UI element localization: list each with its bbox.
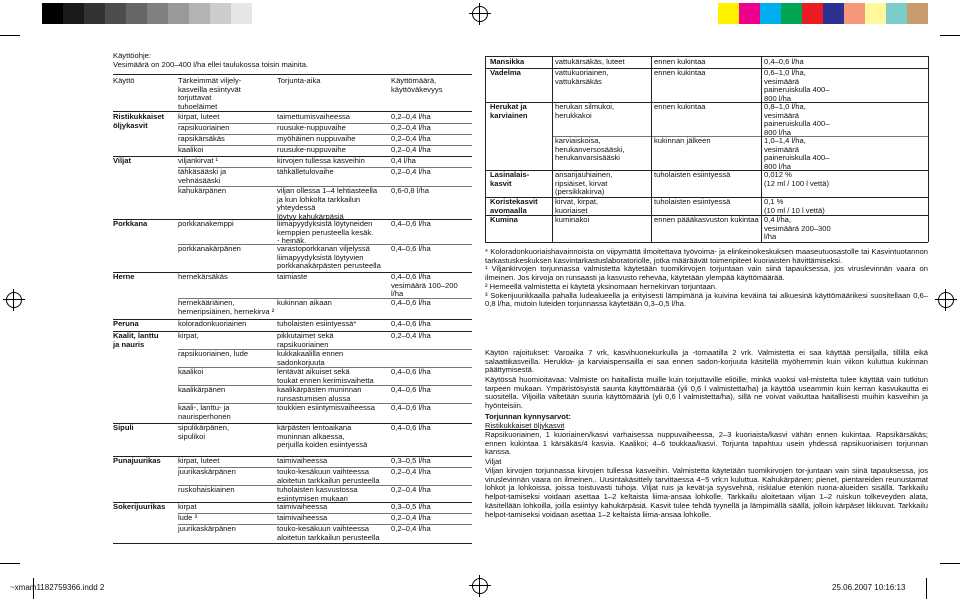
pest-name: koloradonkuoriainen: [178, 319, 247, 328]
treatment-timing: sadonkorjuuta: [277, 357, 325, 367]
treatment-timing: taimivaiheessa: [277, 513, 328, 522]
registration-mark-right: [938, 292, 954, 308]
row-divider: [178, 524, 472, 525]
crop-name: Mansikka: [490, 57, 525, 66]
pest-name: rapsikuoriainen: [178, 123, 230, 132]
crop-mark: [940, 35, 960, 36]
note-3: ³ Sokerijuurikkaalla pahalla ludealueella ja erityisesti lämpimänä ja kuivina keväinä tai alkuesinä käyttömäärikesi suositellaan 0,6–0,8 l/ha, mutoin luteiden torjunnassa käytetään 0,3–0,5 l/ha.: [485, 290, 928, 309]
header-pests: Tärkeimmät viljely-: [178, 76, 242, 85]
dose: 0,6–1,0 l/ha,: [764, 68, 806, 77]
dose: vesimäärä 200–300: [764, 223, 831, 233]
pest-name: juurikaskärpänen: [178, 467, 236, 476]
crop-name: Viljat: [113, 156, 132, 165]
header-pests: kasveilla esiintyvät: [178, 84, 241, 94]
treatment-timing: porkkanakärpästen perusteella: [277, 261, 381, 271]
pest-name: ripsiäiset, kirvat: [555, 178, 608, 188]
viljat-title: Viljat: [485, 457, 502, 466]
dose: 0,2–0,4 l/ha: [391, 513, 431, 522]
treatment-timing: runsastumisen alussa: [277, 393, 351, 403]
row-divider: [178, 403, 472, 404]
pest-name: ruskohaiskiainen: [178, 485, 235, 494]
dose: 0,012 %: [764, 170, 792, 179]
column-divider: [651, 56, 652, 243]
pest-name: naurisperhonen: [178, 411, 231, 421]
treatment-timing: tuholaisten esiintyessä: [654, 170, 731, 179]
dose: 800 l/ha: [764, 127, 792, 137]
registration-mark-left: [6, 292, 22, 308]
crop-name: Herukat ja: [490, 102, 527, 111]
dose: 0,4–0,6 l/ha: [391, 319, 431, 328]
treatment-timing: ja kun lohkolta tarkkailun: [277, 194, 361, 204]
treatment-timing: ennen kukintaa: [654, 68, 706, 77]
treatment-timing: viljan ollessa 1–4 lehtiasteella: [277, 186, 378, 195]
header-pests: torjuttavat: [178, 93, 212, 103]
pest-name: kirvat, kirpat,: [555, 197, 599, 206]
pest-name: karviaiskoisa,: [555, 136, 601, 145]
usage-title: Käyttöohje:: [113, 51, 151, 60]
treatment-timing: toukat ennen kerimisvaihetta: [277, 375, 374, 385]
pest-name: herukkakoi: [555, 110, 592, 120]
dose: vesimäärä: [764, 144, 800, 154]
dose: 0,4–0,6 l/ha: [764, 57, 804, 66]
pest-name: kaalikoi: [178, 367, 204, 376]
row-divider: [178, 349, 472, 350]
row-divider: [113, 423, 472, 424]
treatment-timing: ennen kukintaa: [654, 102, 706, 111]
row-divider: [113, 319, 472, 320]
dose: 0,3–0,5 l/ha: [391, 456, 431, 465]
dose: 1,0–1,4 l/ha,: [764, 136, 806, 145]
row-divider: [178, 467, 472, 468]
dose: 0,4–0,6 l/ha: [391, 403, 431, 412]
row-divider: [113, 272, 472, 273]
pest-name: lude ³: [178, 513, 197, 522]
crop-name: avomaalla: [490, 205, 527, 215]
treatment-timing: touko-kesäkuun vaihteessa: [277, 524, 370, 533]
treatment-timing: tuholaisten esiintyessä: [654, 197, 731, 206]
pest-name: (persikkakirva): [555, 187, 605, 197]
color-bar: [718, 3, 928, 24]
dose: paineruiskulla 400–: [764, 85, 830, 95]
notes-block: [485, 248, 928, 309]
pest-name: vattukärsäkäs, luteet: [555, 57, 625, 66]
note-star: * Koloradonkuoriaishavainnoista on viipymättä ilmoitettava työvoima- ja elinkeinokeskuksen maaseutuosastolle tai Kasvintuotannon tarkastuskeskuksen kasvintarkastuslaboratoriolle, jotka määräävät toimenpiteet kuoriaisten hävittämiseksi.: [485, 247, 928, 265]
row-divider: [178, 385, 472, 386]
row-divider: [178, 134, 472, 135]
grayscale-bar: [42, 3, 252, 24]
crop-name: Herne: [113, 272, 135, 281]
dose: 0,2–0,4 l/ha: [391, 134, 431, 143]
pest-name: tähkäsääski ja: [178, 167, 227, 176]
row-divider: [485, 242, 928, 243]
row-divider: [178, 186, 472, 187]
treatment-timing: myöhäinen nuppuvaihe: [277, 134, 356, 143]
dose: 0,4–0,6 l/ha: [391, 367, 431, 376]
row-divider: [178, 298, 472, 299]
dose: 0,4 l/ha,: [764, 215, 792, 224]
dose: vesimäärä: [764, 76, 800, 86]
crop-name: Porkkana: [113, 219, 148, 228]
column-divider: [485, 56, 486, 243]
pest-name: herukanversosääski,: [555, 144, 625, 154]
header-dose: käyttöväkevyys: [391, 84, 443, 94]
header-dose: Käyttömäärä,: [391, 76, 437, 85]
crop-name: Lasinalais-: [490, 170, 530, 179]
dose: 0,2–0,4 l/ha: [391, 123, 431, 132]
pest-name: juurikaskärpänen: [178, 524, 236, 533]
crop-name: Sipuli: [113, 423, 134, 432]
treatment-timing: kirvojen tullessa kasveihin: [277, 156, 365, 165]
treatment-timing: taimivaiheessa: [277, 502, 328, 511]
dose: 0,4–0,6 l/ha: [391, 298, 431, 307]
dose: 800 l/ha: [764, 93, 792, 103]
threshold-title: Torjunnan kynnysarvot:: [485, 412, 571, 421]
dose: 0,4–0,6 l/ha: [391, 385, 431, 394]
usage-note: Vesimäärä on 200–400 l/ha ellei taulukossa toisin mainita.: [113, 60, 309, 69]
crop-name: Ristikukkaiset: [113, 112, 165, 121]
row-divider: [178, 145, 472, 146]
dose: paineruiskulla 400–: [764, 119, 830, 129]
row-divider: [113, 502, 472, 503]
row-divider: [113, 156, 472, 157]
dose: 0,8–1,0 l/ha,: [764, 102, 806, 111]
pest-name: kaalikärpänen: [178, 385, 226, 394]
note-2: ² Hemeellä valmistetta ei käytetä yksinomaan hernekirvan torjuntaan.: [485, 281, 718, 291]
treatment-timing: ennen päääkasvuston kukintaa: [654, 215, 759, 224]
practical-paragraph: Käytössä huomioitavaa: Valmiste on haitallista muille kuin torjuttaville eliöille, minkä vuoksi val-mistetta tulee käyttää vain tutkitun tarpeen mukaan. Ympäristösyistä saunta käyttömäärää (yli 0,6 l valmistetta/ha) ja käyttöä useammin kuin kerran kasvukautta ei suositella. Viljoilla vältetään suuria käyttömääriä (yli 0,6 l valmistetta/ha), sillä ne voivat vaikuttaa haitallisesti muihin kasveihin ja hyönteisiin.: [485, 375, 928, 411]
treatment-timing: kemppien perusteella kesäk.: [277, 227, 374, 237]
treatment-timing: touko-kesäkuun vaihteessa: [277, 467, 370, 476]
row-divider: [113, 219, 472, 220]
pest-name: vattukuoriainen,: [555, 68, 609, 77]
restrictions-paragraph: Käytön rajoitukset: Varoaika 7 vrk, kasvihuonekurkulla ja -tomaatilla 2 vrk. Valmistetta ei saa käyttää persiljalla, tillillä eikä salaattikasveilla. Herukka- ja karviaispensailla ei saa ennen sadon-korjuuta käsitellä myöhemmin kuin viikon kuluttua kukinnan päättymisestä.: [485, 348, 928, 375]
row-divider: [113, 331, 472, 332]
crop-name: Sokerijuurikas: [113, 502, 166, 511]
pest-name: porkkanakemppi: [178, 219, 234, 228]
pest-name: sipulikoi: [178, 431, 206, 441]
treatment-timing: tuholaisten kasvustossa: [277, 485, 358, 494]
pest-name: hernekääriäinen,: [178, 298, 235, 307]
treatment-timing: taimivaiheessa: [277, 456, 328, 465]
dose: paineruiskulla 400–: [764, 153, 830, 163]
crop-name: karviainen: [490, 110, 528, 120]
dose: 0,2–0,4 l/ha: [391, 112, 431, 121]
crop-mark: [0, 563, 20, 564]
dose: 0,4–0,6 l/ha: [391, 272, 431, 281]
crop-mark: [0, 35, 20, 36]
crop-mark: [926, 578, 927, 599]
pest-name: herukanvarsisääski: [555, 153, 620, 163]
treatment-timing: esiintymisen mukaan: [277, 493, 348, 503]
dose: 0,3–0,5 l/ha: [391, 502, 431, 511]
treatment-timing: kukkakaalilla ennen: [277, 349, 344, 358]
row-divider: [113, 74, 472, 75]
viljat-paragraph: Viljan kirvojen torjunnassa kirvojen tullessa kasveihin. Valmistetta käytetään tuomikirvojen tor-juntaan vain siinä tapauksessa, jos viruslevinnän vaara on ilmeinen.. Uusintakäsittely tarvittaessa 4−5 vrk:n kuluttua. Kahukärpänen; pienet, pientareiden reunustamat lohkot ja lohkoissa, joissa toistuvasti tuhoja. Viljat ruis ja kevät-ja syysvehnä, riskialue etenkin ruona-alueiden sisällä. Tarkkailu helpot-tamiseksi voidaan asettaa 1–2 keltaista liima-ansaa lohkolle. Tarkkailu aloitetaan viljan 1–2 ruiskun tolkeveyden alata, käsitellään lohkoilla, joilla esiintyy kahukärpäsiä. Kasvit tulee tehdä tyynellä ja lämpimällä säällä, jolloin kärpäset liikkuvat. Tarkkailu helpot-tamiseksi voidaan asettaa 1–2 keltaista liima-ansaa lohkolle.: [485, 466, 928, 519]
pest-name: kaalikoi: [178, 145, 204, 154]
threshold-paragraph: Rapsikuoriainen, 1 kuoriainen/kasvi varhaisessa nuppuvaiheessa, 2–3 kuoriaista/kasvi vähän ennen kukintaa. Rapsikärsäkäs; ennen kukintaa 1 kärsäkäs/4 kasvia. Kaalikoi; 4–6 toukkaa/kasvi. Torjunta tapahtuu usein yhdessä rapsikuoriaisen torjunnan kanssa.: [485, 430, 928, 457]
pest-name: kuminakoi: [555, 215, 590, 224]
row-divider: [178, 485, 472, 486]
treatment-timing: kaalikärpästen muninnan: [277, 385, 362, 394]
pest-name: hernekärsäkäs: [178, 272, 228, 281]
treatment-timing: lentävät aikuiset sekä: [277, 367, 350, 376]
note-1: ¹ Viljankirvojen torjunnassa valmistetta käytetään tuomikirvojen torjuntaan vain siinä tapauksessa, jos viruslevinnän vaara on ilmeinen. Jos kirvoja on runsaasti ja kasvusto reheväa, käytetään ylempää käyttömäärää.: [485, 264, 928, 283]
row-divider: [113, 543, 472, 544]
crop-mark: [940, 563, 960, 564]
treatment-timing: yhteydessä: [277, 203, 316, 213]
threshold-subtitle: Ristikukkaiset öljykasvit: [485, 421, 565, 430]
treatment-timing: liimapyydyksistä löytyvien: [277, 252, 364, 262]
row-divider: [178, 167, 472, 168]
treatment-timing: liimapyydyksistä löytyneiden: [277, 219, 373, 228]
treatment-timing: kärpästen lentoaikana: [277, 423, 352, 432]
crop-name: Punajuurikas: [113, 456, 161, 465]
treatment-timing: varastoporkkanan viljelyssä: [277, 244, 370, 253]
pest-name: herukan silmukoi,: [555, 102, 615, 111]
pest-name: kuoriaiset: [555, 205, 588, 215]
dose: 0,2–0,4 l/ha: [391, 145, 431, 154]
treatment-timing: toukkien esiintymisvaiheessa: [277, 403, 375, 412]
row-divider: [178, 244, 472, 245]
column-divider: [761, 56, 762, 243]
pest-name: kirpat: [178, 502, 197, 511]
treatment-timing: kukinnan jälkeen: [654, 136, 711, 145]
registration-mark-bottom: [472, 578, 488, 594]
dose: 0,4–0,6 l/ha: [391, 244, 431, 253]
header-usage: Käyttö: [113, 76, 135, 85]
pest-name: kirpat, luteet: [178, 112, 220, 121]
treatment-timing: tuholaisten esiintyessä*: [277, 319, 357, 328]
crop-name: Vadelma: [490, 68, 521, 77]
treatment-timing: rapsikuoriainen: [277, 339, 329, 349]
treatment-timing: - heinäk.: [277, 236, 307, 246]
treatment-timing: taimettumisvaiheessa: [277, 112, 351, 121]
dose: (10 ml / 10 l vettä): [764, 205, 825, 215]
footer-timestamp: 25.06.2007 10:16:13: [832, 583, 906, 592]
treatment-timing: ruusuke-nuppuvaihe: [277, 123, 346, 132]
dose: 0,2–0,4 l/ha: [391, 167, 431, 176]
dose: 0,2–0,4 l/ha: [391, 331, 431, 340]
treatment-timing: ennen kukintaa: [654, 57, 706, 66]
row-divider: [552, 136, 928, 137]
crop-name: kasvit: [490, 178, 512, 188]
dose: 0,4–0,6 l/ha: [391, 423, 431, 432]
treatment-timing: aloitetun tarkkailun perusteella: [277, 475, 380, 485]
row-divider: [178, 513, 472, 514]
row-divider: [113, 456, 472, 457]
crop-name: öljykasvit: [113, 120, 148, 130]
dose: 800 l/ha: [764, 161, 792, 171]
pest-name: porkkanakärpänen: [178, 244, 241, 253]
dose: 0,4–0,6 l/ha: [391, 219, 431, 228]
pest-name: herneripsiäinen, hernekirva ²: [178, 306, 275, 316]
dose: 0,2–0,4 l/ha: [391, 485, 431, 494]
crop-name: Kumina: [490, 215, 518, 224]
treatment-timing: kukinnan aikaan: [277, 298, 332, 307]
dose: 0,2–0,4 l/ha: [391, 524, 431, 533]
column-divider: [928, 56, 929, 243]
dose: (12 ml / 100 l vettä): [764, 178, 829, 188]
treatment-timing: muninnan alkaessa,: [277, 431, 345, 441]
header-pests: tuhoeläimet: [178, 101, 218, 111]
crop-name: ja nauris: [113, 339, 145, 349]
dose: 0,4 l/ha: [391, 156, 416, 165]
dose: 0,2–0,4 l/ha: [391, 467, 431, 476]
pest-name: sipulikärpänen,: [178, 423, 230, 432]
treatment-timing: aloitetun tarkkailun perusteella: [277, 532, 380, 542]
treatment-timing: tähkälletulovaihe: [277, 167, 334, 176]
dose: l/ha: [764, 232, 777, 242]
pest-name: kahukärpänen: [178, 186, 227, 195]
treatment-timing: perjuilla koiden esiintyessä: [277, 440, 368, 450]
registration-mark-top: [472, 6, 488, 22]
footer-filename: ~xmam1182759366.indd 2: [10, 583, 105, 592]
pest-name: rapsikärsäkäs: [178, 134, 225, 143]
crop-name: Kaalit, lanttu: [113, 331, 159, 340]
treatment-timing: pikkutaimet sekä: [277, 331, 334, 340]
row-divider: [178, 367, 472, 368]
treatment-timing: löytyy kahukärpäsiä: [277, 211, 344, 221]
treatment-timing: taimiaste: [277, 272, 308, 281]
dose: vesimäärä 100–200: [391, 280, 458, 290]
crop-name: Peruna: [113, 319, 139, 328]
header-timing: Torjunta-aika: [277, 76, 321, 85]
treatment-timing: ruusuke-nuppuvaihe: [277, 145, 346, 154]
dose: 0,6-0,8 l/ha: [391, 186, 429, 195]
pest-name: vattukärsäkäs: [555, 76, 602, 86]
dose: vesimäärä: [764, 110, 800, 120]
crop-name: Koristekasvit: [490, 197, 538, 206]
pest-name: kirpat, luteet: [178, 456, 220, 465]
pest-name: viljankirvat ¹: [178, 156, 219, 165]
pest-name: rapsikuoriainen, lude: [178, 349, 249, 358]
column-divider: [552, 56, 553, 243]
row-divider: [178, 123, 472, 124]
dose: l/ha: [391, 289, 404, 299]
pest-name: ansarijauhiainen,: [555, 170, 613, 179]
pest-name: vehnäsääski: [178, 175, 221, 185]
pest-name: kirpat,: [178, 331, 199, 340]
dose: 0,1 %: [764, 197, 784, 206]
pest-name: kaali-, lanttu- ja: [178, 403, 230, 412]
